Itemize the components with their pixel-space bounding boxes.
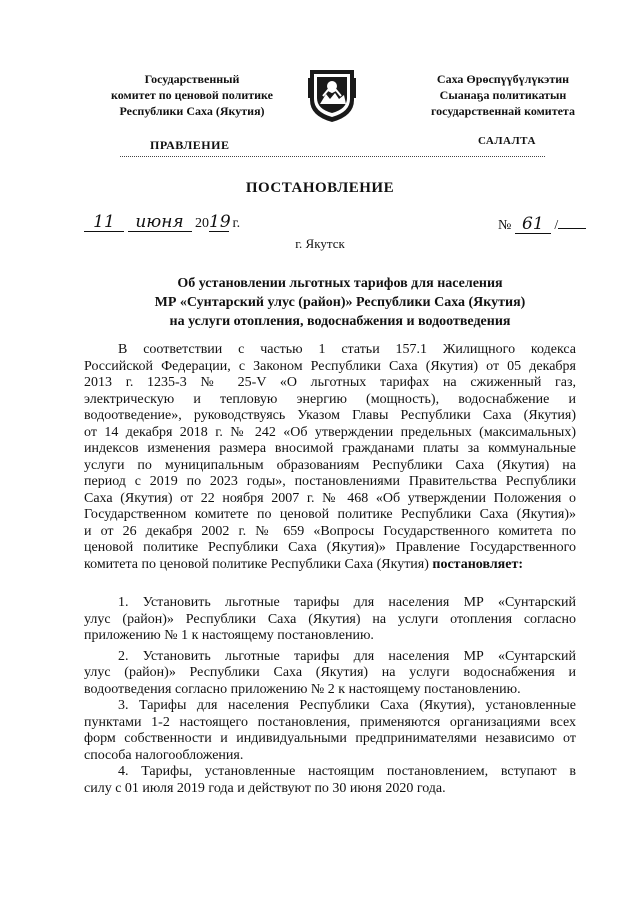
number-prefix: № (498, 218, 512, 233)
header-right-line: Сыанаҕа политикатын (439, 88, 567, 102)
preamble-line (84, 557, 576, 574)
title-line: на услуги отопления, водоснабжения и водоотведения (169, 314, 511, 329)
resolution-item (84, 595, 576, 645)
preamble-line: Саха (Якутия) от 22 ноября 2007 г. № 468 «Об утверждении Положения о (84, 490, 576, 506)
item-line: улус (район)» Республики Саха (Якутия) на услуги отопления согласно (84, 611, 576, 627)
title-line: МР «Сунтарский улус (район)» Республики Саха (Якутия) (154, 295, 526, 310)
resolution-items (84, 595, 576, 797)
department-left: ПРАВЛЕНИЕ (150, 138, 230, 152)
resolution-item (84, 764, 576, 797)
number-value: 61 (515, 216, 551, 234)
document-city: г. Якутск (295, 236, 345, 251)
date-year-unit: г. (232, 216, 241, 231)
item-line: 1. Установить льготные тарифы для населения МР «Сунтарский (118, 595, 576, 610)
header-left-line: Государственный (144, 72, 240, 86)
preamble-line: индексов изменения размера вносимой гражданами платы за коммунальные (84, 441, 576, 456)
title-line: Об установлении льготных тарифов для населения (177, 276, 503, 291)
document-type: ПОСТАНОВЛЕНИЕ (245, 180, 395, 196)
department-right: САЛАЛТА (478, 135, 536, 147)
item-line: 3. Тарифы для населения Республики Саха (Якутия), установленные (118, 698, 576, 713)
item-line: форм собственности и индивидуальными предпринимателями независимо от (84, 731, 576, 746)
header-right-line: государственнай комитета (431, 104, 575, 118)
preamble-line: В соответствии с частью 1 статьи 157.1 Жилищного кодекса (118, 342, 576, 357)
number-blank (558, 214, 586, 229)
date-day: 11 (84, 214, 124, 232)
preamble-line: Государственном комитете по ценовой политике Республики Саха (Якутия)» (84, 507, 576, 522)
preamble-line: от 14 декабря 2018 г. № 242 «Об утверждении предельных (максимальных) (84, 424, 576, 440)
preamble-line: 2013 г. 1235-3 № 25-V «О льготных тарифах на сжиженный газ, (84, 375, 576, 390)
preamble-line: период с 2019 по 2023 годы», постановлениями Правительства Республики (84, 474, 576, 489)
resolution-item (84, 698, 576, 764)
item-line: водоотведения согласно приложению № 2 к настоящему постановлению. (84, 681, 521, 697)
preamble-line: услуги по муниципальным образованиям Республики Саха (Якутия) на (84, 457, 576, 473)
header-left-line: Республики Саха (Якутия) (119, 104, 265, 118)
item-line: приложению № 1 к настоящему постановлению. (84, 628, 374, 643)
header-right-sakha (398, 71, 608, 119)
header-right-line: Саха Өрөспүүбүлүкэтин (436, 72, 570, 86)
preamble-paragraph (84, 342, 576, 573)
preamble-line: водоотведение», руководствуясь Указом Главы Республики Саха (Якутия) (84, 408, 576, 423)
preamble-line: Российской Федерации, с Законом Республики Саха (Якутия) от 05 декабря (84, 358, 576, 374)
preamble-line: ценовой политике Республики Саха (Якутия)» Правление Государственного (84, 540, 576, 555)
item-line: улус (район)» Республики Саха (Якутия) на услуги водоснабжения и (84, 665, 576, 680)
coat-of-arms-icon (306, 66, 358, 124)
item-line: силу с 01 июля 2019 года и действуют по 30 июня 2020 года. (84, 780, 446, 796)
preamble-last-text: комитета по ценовой политике Республики Саха (Якутия) (84, 556, 433, 572)
resolves-word: постановляет: (432, 556, 524, 572)
header-left-line: комитет по ценовой политике (111, 88, 273, 102)
resolution-item (84, 649, 576, 699)
header-divider (120, 156, 545, 157)
preamble-line: и от 26 декабря 2002 г. № 659 «Вопросы Государственного комитета по (84, 523, 576, 539)
item-line: пунктами 1-2 настоящего постановления, применяются организациями всех (84, 714, 576, 730)
date-month: июня (128, 214, 192, 232)
document-date (84, 214, 240, 232)
item-line: 2. Установить льготные тарифы для населения МР «Сунтарский (118, 648, 576, 664)
header-left-ru (92, 71, 292, 119)
number-separator: / (554, 218, 559, 233)
date-year-prefix: 20 (195, 216, 209, 231)
item-line: способа налогообложения. (84, 747, 244, 763)
document-number (498, 214, 586, 234)
document-title (100, 274, 580, 331)
date-year-suffix: 19 (209, 212, 231, 232)
preamble-line: электрическую и тепловую энергию (мощность), водоснабжение и (84, 391, 576, 407)
item-line: 4. Тарифы, установленные настоящим постановлением, вступают в (118, 764, 576, 779)
